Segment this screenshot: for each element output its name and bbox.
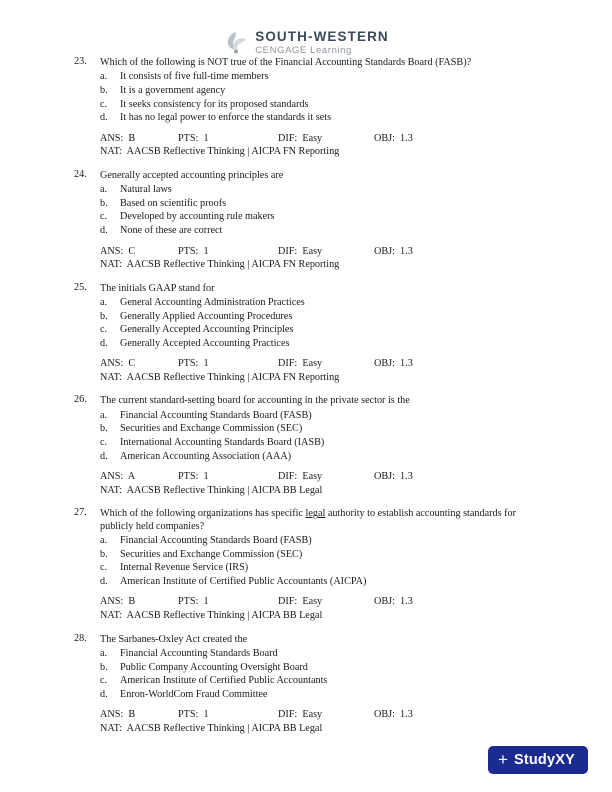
question-stem-post: authority to establish accounting standards for publicly held companies?	[100, 508, 516, 532]
answer-dif-label: DIF:	[278, 358, 298, 370]
answer-pts-label: PTS:	[178, 245, 199, 257]
choice-letter: d.	[100, 112, 108, 124]
question-block	[74, 170, 544, 272]
answer-nat-label: NAT:	[100, 371, 123, 383]
logo-primary-text: SOUTH-WESTERN	[255, 29, 389, 45]
choice-list	[74, 183, 544, 237]
choice-text: Securities and Exchange Commission (SEC)	[120, 548, 303, 560]
question-block	[74, 508, 544, 622]
choice-item[interactable]	[74, 436, 544, 450]
answer-obj-value: 1.3	[400, 245, 413, 257]
answer-pts	[178, 595, 278, 609]
answer-dif	[278, 470, 374, 484]
choice-text: Generally Accepted Accounting Principles	[120, 324, 294, 336]
answer-ans-label: ANS:	[100, 709, 124, 721]
answer-metadata	[100, 245, 544, 272]
answer-pts-value: 1	[203, 709, 209, 721]
choice-text: General Accounting Administration Practices	[120, 297, 305, 309]
answer-ans-value: A	[127, 471, 136, 483]
choice-text: None of these are correct	[120, 224, 223, 236]
answer-pts-label: PTS:	[178, 596, 199, 608]
choice-item[interactable]	[74, 674, 544, 688]
answer-obj-label: OBJ:	[374, 596, 395, 608]
studyxy-badge[interactable]	[488, 746, 588, 774]
choice-letter: c.	[100, 562, 108, 574]
answer-nat-value: AACSB Reflective Thinking | AICPA FN Reporting	[126, 146, 340, 158]
answer-dif	[278, 245, 374, 259]
choice-letter: a.	[100, 184, 108, 196]
answer-ans	[100, 470, 178, 484]
choice-item[interactable]	[74, 323, 544, 337]
choice-list	[74, 70, 544, 124]
answer-nat-value: AACSB Reflective Thinking | AICPA FN Reporting	[126, 259, 340, 271]
choice-text: It is a government agency	[120, 85, 226, 96]
answer-metadata	[100, 595, 544, 622]
choice-item[interactable]	[74, 98, 544, 112]
choice-letter: b.	[100, 310, 108, 322]
answer-nat-label: NAT:	[100, 259, 123, 271]
answer-nat-label: NAT:	[100, 146, 123, 158]
question-number: 26.	[74, 394, 87, 406]
choice-text: International Accounting Standards Board (IASB)	[120, 437, 325, 448]
choice-text: Based on scientific proofs	[120, 197, 227, 209]
question-number: 25.	[74, 281, 87, 293]
answer-ans	[100, 132, 178, 146]
answer-dif-value: Easy	[302, 358, 323, 370]
answer-nat-value: AACSB Reflective Thinking | AICPA BB Legal	[126, 484, 323, 496]
choice-list	[74, 647, 544, 701]
answer-pts	[178, 708, 278, 722]
question-stem	[100, 395, 544, 407]
choice-text: It consists of five full-time members	[120, 71, 269, 83]
choice-item[interactable]	[74, 224, 544, 238]
choice-text: Securities and Exchange Commission (SEC)	[120, 423, 303, 435]
answer-obj-value: 1.3	[400, 596, 413, 608]
answer-row	[100, 245, 544, 259]
question-block	[74, 395, 544, 497]
choice-text: American Institute of Certified Public Accountants (AICPA)	[120, 575, 367, 587]
answer-dif-label: DIF:	[278, 709, 298, 721]
choice-text: Developed by accounting rule makers	[120, 211, 275, 223]
answer-pts	[178, 132, 278, 146]
choice-item[interactable]	[74, 197, 544, 211]
choice-letter: d.	[100, 575, 108, 587]
logo-secondary-text: CENGAGE Learning	[255, 44, 352, 56]
answer-obj-label: OBJ:	[374, 471, 395, 483]
choice-item[interactable]	[74, 111, 544, 125]
choice-item[interactable]	[74, 688, 544, 702]
choice-list	[74, 534, 544, 588]
choice-item[interactable]	[74, 450, 544, 464]
choice-text: Public Company Accounting Oversight Board	[120, 661, 308, 673]
choice-letter: a.	[100, 535, 108, 547]
question-number: 28.	[74, 632, 87, 644]
answer-nat	[100, 484, 544, 498]
choice-letter: a.	[100, 297, 108, 309]
choice-letter: b.	[100, 548, 108, 560]
answer-pts-value: 1	[203, 245, 209, 257]
choice-item[interactable]	[74, 661, 544, 675]
answer-row	[100, 132, 544, 146]
answer-pts-label: PTS:	[178, 132, 199, 144]
answer-dif	[278, 132, 374, 146]
question-list	[74, 57, 544, 746]
choice-letter: d.	[100, 224, 108, 236]
answer-pts-label: PTS:	[178, 471, 199, 483]
answer-dif-value: Easy	[302, 596, 323, 608]
badge-label: StudyXY	[513, 752, 575, 768]
plus-icon: +	[498, 749, 508, 769]
answer-ans-value: B	[128, 596, 136, 608]
question-head	[74, 508, 544, 533]
choice-letter: b.	[100, 197, 108, 209]
choice-letter: c.	[100, 211, 108, 223]
choice-text: Financial Accounting Standards Board (FASB)	[120, 535, 312, 547]
choice-text: Financial Accounting Standards Board (FASB)	[120, 409, 312, 421]
choice-item[interactable]	[74, 422, 544, 436]
choice-item[interactable]	[74, 310, 544, 324]
choice-item[interactable]	[74, 296, 544, 310]
choice-text: Natural laws	[120, 184, 172, 196]
answer-ans-label: ANS:	[100, 358, 124, 370]
question-stem-pre: Which of the following is NOT true of the Financial Accounting Standards Board (FASB)?	[100, 57, 472, 68]
answer-row	[100, 470, 544, 484]
answer-obj	[374, 470, 413, 484]
choice-letter: c.	[100, 675, 108, 687]
answer-dif-label: DIF:	[278, 471, 298, 483]
answer-pts-value: 1	[203, 471, 209, 483]
choice-letter: a.	[100, 647, 108, 659]
choice-text: American Accounting Association (AAA)	[120, 450, 292, 462]
choice-letter: c.	[100, 98, 108, 110]
choice-letter: c.	[100, 437, 108, 448]
answer-obj-label: OBJ:	[374, 358, 395, 370]
answer-dif-value: Easy	[302, 245, 323, 257]
choice-letter: b.	[100, 85, 108, 96]
choice-letter: d.	[100, 450, 108, 462]
choice-text: Internal Revenue Service (IRS)	[120, 562, 249, 574]
answer-row	[100, 357, 544, 371]
answer-obj-label: OBJ:	[374, 709, 395, 721]
question-stem-pre: Generally accepted accounting principles are	[100, 169, 284, 181]
choice-letter: b.	[100, 423, 108, 435]
question-stem	[100, 634, 544, 646]
brand-logo	[223, 30, 389, 56]
choice-letter: d.	[100, 337, 108, 349]
choice-item[interactable]	[74, 561, 544, 575]
answer-obj-label: OBJ:	[374, 132, 395, 144]
choice-item[interactable]	[74, 548, 544, 562]
question-number: 24.	[74, 168, 87, 180]
choice-letter: d.	[100, 688, 108, 700]
answer-ans	[100, 245, 178, 259]
answer-pts	[178, 245, 278, 259]
answer-dif	[278, 357, 374, 371]
choice-item[interactable]	[74, 337, 544, 351]
choice-list	[74, 409, 544, 463]
answer-dif	[278, 708, 374, 722]
answer-pts	[178, 470, 278, 484]
answer-obj	[374, 357, 413, 371]
answer-nat-label: NAT:	[100, 484, 123, 496]
answer-metadata	[100, 357, 544, 384]
answer-ans-label: ANS:	[100, 471, 124, 483]
answer-dif-label: DIF:	[278, 245, 298, 257]
question-stem	[100, 283, 544, 295]
answer-obj-value: 1.3	[400, 471, 413, 483]
question-stem	[100, 57, 544, 69]
answer-nat	[100, 722, 544, 736]
choice-item[interactable]	[74, 84, 544, 98]
answer-dif-value: Easy	[302, 471, 323, 483]
answer-nat-label: NAT:	[100, 722, 123, 734]
choice-item[interactable]	[74, 409, 544, 423]
choice-text: It has no legal power to enforce the standards it sets	[120, 112, 332, 124]
answer-nat-label: NAT:	[100, 609, 123, 621]
question-head	[74, 57, 544, 69]
answer-ans	[100, 595, 178, 609]
choice-item[interactable]	[74, 647, 544, 661]
choice-item[interactable]	[74, 534, 544, 548]
choice-item[interactable]	[74, 70, 544, 84]
answer-dif-label: DIF:	[278, 132, 298, 144]
choice-list	[74, 296, 544, 350]
answer-obj-value: 1.3	[400, 709, 413, 721]
choice-letter: c.	[100, 324, 108, 336]
answer-obj	[374, 708, 413, 722]
question-head	[74, 283, 544, 295]
question-stem-emphasis: legal	[305, 508, 326, 520]
answer-nat	[100, 145, 544, 159]
answer-nat	[100, 609, 544, 623]
answer-nat	[100, 258, 544, 272]
question-stem	[100, 508, 544, 533]
answer-nat-value: AACSB Reflective Thinking | AICPA FN Reporting	[126, 371, 340, 383]
answer-metadata	[100, 132, 544, 159]
question-number: 27.	[74, 507, 87, 519]
question-stem-pre: The Sarbanes-Oxley Act created the	[100, 633, 248, 645]
answer-pts-value: 1	[203, 358, 209, 370]
choice-text: It seeks consistency for its proposed standards	[120, 98, 309, 110]
choice-text: Generally Accepted Accounting Practices	[120, 337, 290, 349]
answer-dif-value: Easy	[302, 132, 323, 144]
leaf-swirl-icon	[223, 30, 249, 56]
answer-ans-value: C	[128, 358, 136, 370]
answer-row	[100, 595, 544, 609]
answer-dif	[278, 595, 374, 609]
answer-ans	[100, 357, 178, 371]
page-header	[0, 30, 612, 56]
choice-letter: b.	[100, 661, 108, 673]
answer-pts-label: PTS:	[178, 358, 199, 370]
question-stem-pre: The initials GAAP stand for	[100, 282, 215, 294]
question-number: 23.	[74, 56, 87, 67]
question-head	[74, 170, 544, 182]
choice-text: Generally Applied Accounting Procedures	[120, 310, 293, 322]
answer-obj-value: 1.3	[400, 358, 413, 370]
choice-letter: a.	[100, 71, 108, 83]
answer-metadata	[100, 708, 544, 735]
answer-dif-label: DIF:	[278, 596, 298, 608]
answer-ans-value: C	[128, 245, 136, 257]
choice-item[interactable]	[74, 575, 544, 589]
question-stem-pre: Which of the following organizations has specific	[100, 508, 306, 520]
answer-ans	[100, 708, 178, 722]
answer-pts-value: 1	[203, 132, 209, 144]
answer-pts	[178, 357, 278, 371]
question-head	[74, 395, 544, 407]
answer-obj	[374, 245, 413, 259]
answer-pts-value: 1	[203, 596, 209, 608]
answer-metadata	[100, 470, 544, 497]
choice-text: Financial Accounting Standards Board	[120, 647, 278, 659]
answer-nat-value: AACSB Reflective Thinking | AICPA BB Legal	[126, 609, 323, 621]
question-head	[74, 634, 544, 646]
answer-ans-label: ANS:	[100, 245, 124, 257]
answer-obj-value: 1.3	[400, 132, 413, 144]
answer-ans-value: B	[128, 709, 136, 721]
choice-text: American Institute of Certified Public Accountants	[120, 675, 328, 687]
question-stem	[100, 170, 544, 182]
answer-ans-value: B	[128, 132, 136, 144]
answer-obj-label: OBJ:	[374, 245, 395, 257]
answer-obj	[374, 595, 413, 609]
answer-pts-label: PTS:	[178, 709, 199, 721]
question-block	[74, 57, 544, 159]
choice-text: Enron-WorldCom Fraud Committee	[120, 688, 268, 700]
answer-row	[100, 708, 544, 722]
choice-item[interactable]	[74, 210, 544, 224]
question-stem-pre: The current standard-setting board for accounting in the private sector is the	[100, 395, 410, 407]
choice-item[interactable]	[74, 183, 544, 197]
answer-nat	[100, 371, 544, 385]
question-block	[74, 634, 544, 736]
answer-obj	[374, 132, 413, 146]
choice-letter: a.	[100, 409, 108, 421]
question-block	[74, 283, 544, 385]
answer-ans-label: ANS:	[100, 132, 124, 144]
answer-ans-label: ANS:	[100, 596, 124, 608]
answer-dif-value: Easy	[302, 709, 323, 721]
answer-nat-value: AACSB Reflective Thinking | AICPA BB Legal	[126, 722, 323, 734]
